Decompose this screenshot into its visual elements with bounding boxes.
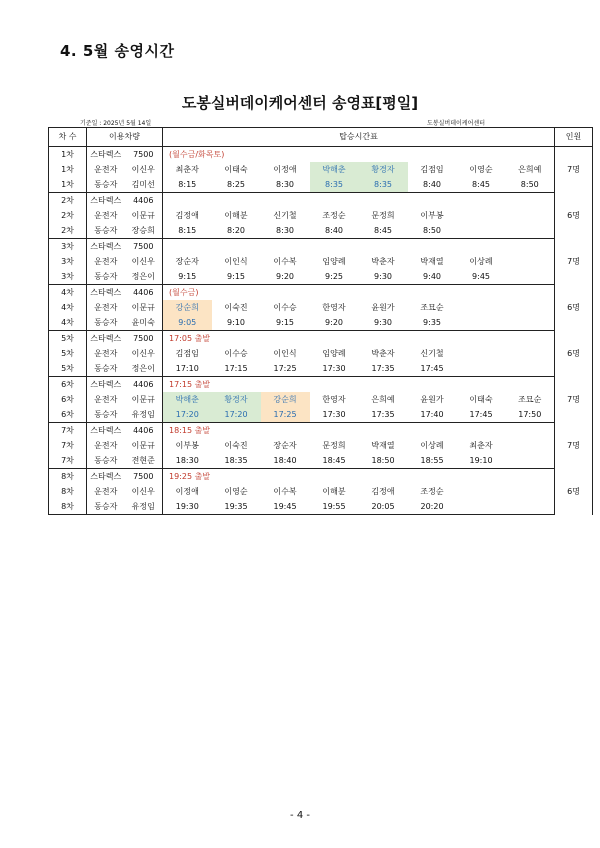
- group-row-rider: [49, 407, 593, 423]
- pickup-time: 18:30: [163, 453, 212, 469]
- group-note: (월수금/화목토): [169, 150, 225, 159]
- pickup-time: 9:35: [408, 315, 457, 331]
- group-note: 17:15 출발: [169, 380, 211, 389]
- group-row-vehicle: [49, 377, 593, 393]
- car-number: 7차: [49, 453, 87, 469]
- driver-name: 이문규: [125, 208, 163, 223]
- passenger-name: 이태숙: [469, 395, 493, 404]
- car-number: 5차: [49, 361, 87, 377]
- passenger-name: [506, 484, 555, 499]
- car-number: 8차: [49, 469, 87, 485]
- vehicle-model: 스타렉스: [90, 150, 122, 159]
- passenger-name: 이수복: [273, 487, 297, 496]
- passenger-name: 조정순: [420, 487, 444, 496]
- car-number: 7차: [49, 423, 87, 439]
- pickup-time: 9:30: [359, 315, 408, 331]
- rider-label: 동승자: [87, 315, 125, 331]
- group-row-vehicle: [49, 423, 593, 439]
- passenger-name: 한영자: [322, 395, 346, 404]
- pickup-time: 19:10: [457, 453, 506, 469]
- passenger-name: 황경자: [212, 392, 261, 407]
- passenger-name: 강순희: [261, 392, 310, 407]
- group-note: 18:15 출발: [169, 426, 211, 435]
- rider-name: 정은이: [125, 361, 163, 377]
- rider-label: 동승자: [87, 361, 125, 377]
- car-number: 3차: [49, 254, 87, 269]
- passenger-name: 이숙진: [224, 303, 248, 312]
- pickup-time: 17:15: [212, 361, 261, 377]
- passenger-name: 강순희: [163, 300, 212, 315]
- group-row-driver: [49, 484, 593, 499]
- pickup-time: 19:35: [212, 499, 261, 515]
- group-note: [163, 239, 555, 255]
- driver-name: 이신우: [125, 254, 163, 269]
- vehicle-model: 스타렉스: [90, 334, 122, 343]
- group-note: 19:25 출발: [169, 472, 211, 481]
- header-count: 인원: [555, 128, 593, 147]
- pickup-time: 20:05: [359, 499, 408, 515]
- pickup-time: 9:40: [408, 269, 457, 285]
- passenger-name: [457, 346, 506, 361]
- car-number: 5차: [49, 331, 87, 347]
- pickup-time: 17:30: [310, 407, 359, 423]
- rider-label: 동승자: [87, 499, 125, 515]
- car-number: 7차: [49, 438, 87, 453]
- pickup-time: 19:45: [261, 499, 310, 515]
- rider-label: 동승자: [87, 223, 125, 239]
- passenger-name: 신기철: [273, 211, 297, 220]
- driver-label: 운전자: [94, 257, 118, 266]
- car-number: 2차: [49, 223, 87, 239]
- group-row-rider: [49, 499, 593, 515]
- passenger-count: 7명: [567, 441, 580, 450]
- vehicle-model: 스타렉스: [90, 380, 122, 389]
- group-row-driver: [49, 438, 593, 453]
- pickup-time: 17:30: [310, 361, 359, 377]
- pickup-time: 17:35: [359, 361, 408, 377]
- passenger-name: 박춘자: [371, 349, 395, 358]
- group-row-driver: [49, 300, 593, 315]
- passenger-name: 조묘순: [420, 303, 444, 312]
- passenger-count: 7명: [567, 165, 580, 175]
- car-number: 1차: [49, 177, 87, 193]
- group-row-vehicle: [49, 469, 593, 485]
- passenger-name: 이상례: [469, 257, 493, 266]
- pickup-time: 17:25: [261, 361, 310, 377]
- group-row-vehicle: [49, 239, 593, 255]
- driver-name: 이문규: [125, 392, 163, 407]
- pickup-time: 8:30: [261, 177, 310, 193]
- passenger-name: 박해춘: [310, 162, 359, 177]
- car-number: 6차: [49, 377, 87, 393]
- rider-label: 동승자: [87, 407, 125, 423]
- passenger-name: 황경자: [359, 162, 408, 177]
- vehicle-number: 4406: [125, 285, 163, 301]
- passenger-name: 김정애: [371, 487, 395, 496]
- passenger-name: 이수승: [224, 349, 248, 358]
- pickup-time: 8:25: [212, 177, 261, 193]
- passenger-name: 임양례: [322, 257, 346, 266]
- passenger-name: 이상례: [420, 441, 444, 450]
- passenger-name: 김점임: [175, 349, 199, 358]
- rider-label: 동승자: [87, 269, 125, 285]
- passenger-name: [457, 208, 506, 223]
- rider-name: 전현준: [125, 453, 163, 469]
- passenger-name: [506, 208, 555, 223]
- pickup-time: 9:15: [163, 269, 212, 285]
- driver-label: 운전자: [94, 211, 118, 220]
- passenger-name: 문정희: [371, 211, 395, 220]
- group-row-driver: [49, 208, 593, 223]
- vehicle-number: 4406: [125, 193, 163, 209]
- pickup-time: [506, 315, 555, 331]
- passenger-name: [506, 346, 555, 361]
- passenger-name: 이영순: [224, 487, 248, 496]
- count-cell: [555, 377, 593, 423]
- car-number: 6차: [49, 392, 87, 407]
- count-cell: [555, 469, 593, 515]
- car-number: 8차: [49, 499, 87, 515]
- pickup-time: 8:50: [408, 223, 457, 239]
- count-cell: [555, 423, 593, 469]
- rider-name: 윤미숙: [125, 315, 163, 331]
- car-number: 4차: [49, 285, 87, 301]
- pickup-time: 17:20: [163, 407, 212, 423]
- rider-label: 동승자: [87, 177, 125, 193]
- passenger-name: 이정애: [175, 487, 199, 496]
- driver-name: 이문규: [125, 438, 163, 453]
- pickup-time: [506, 223, 555, 239]
- count-cell: [555, 331, 593, 377]
- group-row-rider: [49, 361, 593, 377]
- car-number: 6차: [49, 407, 87, 423]
- car-number: 4차: [49, 300, 87, 315]
- driver-label: 운전자: [94, 441, 118, 450]
- group-row-vehicle: [49, 285, 593, 301]
- group-row-driver: [49, 346, 593, 361]
- vehicle-model: 스타렉스: [90, 288, 122, 297]
- driver-name: 이신우: [125, 346, 163, 361]
- pickup-time: 20:20: [408, 499, 457, 515]
- pickup-time: [506, 453, 555, 469]
- pickup-time: 19:55: [310, 499, 359, 515]
- passenger-name: 장순자: [273, 441, 297, 450]
- driver-name: 이문규: [125, 300, 163, 315]
- passenger-name: 이태숙: [224, 165, 248, 174]
- passenger-name: 이정애: [273, 165, 297, 174]
- vehicle-model: 스타렉스: [90, 426, 122, 435]
- pickup-time: 8:20: [212, 223, 261, 239]
- passenger-name: 이부봉: [175, 441, 199, 450]
- passenger-name: 이영순: [469, 165, 493, 174]
- header-timetable: 탑승시간표: [163, 128, 555, 147]
- passenger-name: 이수복: [273, 257, 297, 266]
- driver-label: 운전자: [94, 487, 118, 496]
- pickup-time: [457, 315, 506, 331]
- passenger-name: 조묘순: [518, 395, 542, 404]
- pickup-time: 8:45: [359, 223, 408, 239]
- pickup-time: 9:20: [261, 269, 310, 285]
- pickup-time: 9:15: [261, 315, 310, 331]
- passenger-count: 6명: [567, 349, 580, 358]
- count-cell: [555, 285, 593, 331]
- passenger-name: [457, 484, 506, 499]
- pickup-time: 18:45: [310, 453, 359, 469]
- pickup-time: [506, 499, 555, 515]
- passenger-name: 김정애: [175, 211, 199, 220]
- page-number: - 4 -: [290, 810, 310, 821]
- schedule-table: [48, 127, 593, 515]
- pickup-time: 17:50: [506, 407, 555, 423]
- pickup-time: [506, 361, 555, 377]
- rider-name: 유정임: [125, 407, 163, 423]
- pickup-time: 17:45: [408, 361, 457, 377]
- passenger-name: 이부봉: [420, 211, 444, 220]
- count-cell: [555, 147, 593, 193]
- group-row-vehicle: [49, 193, 593, 209]
- group-row-rider: [49, 269, 593, 285]
- passenger-name: 이인식: [273, 349, 297, 358]
- group-row-vehicle: [49, 331, 593, 347]
- vehicle-number: 4406: [125, 377, 163, 393]
- group-row-driver: [49, 254, 593, 269]
- count-cell: [555, 239, 593, 285]
- group-note: [163, 193, 555, 209]
- passenger-name: 윤원가: [420, 395, 444, 404]
- car-number: 3차: [49, 239, 87, 255]
- passenger-name: [506, 438, 555, 453]
- passenger-name: 박재열: [420, 257, 444, 266]
- pickup-time: 8:50: [506, 177, 555, 193]
- pickup-time: 17:10: [163, 361, 212, 377]
- group-row-rider: [49, 315, 593, 331]
- pickup-time: 8:30: [261, 223, 310, 239]
- rider-name: 김미선: [125, 177, 163, 193]
- group-note: (월수금): [169, 288, 199, 297]
- passenger-name: 신기철: [420, 349, 444, 358]
- pickup-time: 9:10: [212, 315, 261, 331]
- pickup-time: 9:45: [457, 269, 506, 285]
- base-date: 기준일 : 2025년 5월 14일: [80, 120, 152, 127]
- rider-name: 유정임: [125, 499, 163, 515]
- pickup-time: 18:35: [212, 453, 261, 469]
- count-cell: [555, 193, 593, 239]
- driver-label: 운전자: [94, 395, 118, 404]
- passenger-name: 은희예: [518, 165, 542, 174]
- vehicle-number: 7500: [125, 239, 163, 255]
- pickup-time: 8:35: [310, 177, 359, 193]
- group-row-rider: [49, 223, 593, 239]
- pickup-time: 8:15: [163, 177, 212, 193]
- pickup-time: 8:35: [359, 177, 408, 193]
- passenger-name: 윤원가: [371, 303, 395, 312]
- pickup-time: 8:45: [457, 177, 506, 193]
- passenger-name: [457, 300, 506, 315]
- pickup-time: 8:15: [163, 223, 212, 239]
- passenger-name: 이해분: [224, 211, 248, 220]
- passenger-name: 이해분: [322, 487, 346, 496]
- pickup-time: 9:30: [359, 269, 408, 285]
- car-number: 2차: [49, 193, 87, 209]
- vehicle-number: 7500: [125, 331, 163, 347]
- passenger-count: 6명: [567, 211, 580, 220]
- pickup-time: 19:30: [163, 499, 212, 515]
- passenger-name: 문정희: [322, 441, 346, 450]
- passenger-count: 6명: [567, 487, 580, 496]
- pickup-time: 9:25: [310, 269, 359, 285]
- driver-label: 운전자: [94, 303, 118, 312]
- passenger-name: 최춘자: [175, 165, 199, 174]
- vehicle-number: 4406: [125, 423, 163, 439]
- document-title: 도봉실버데이케어센터 송영표[평일]: [181, 94, 419, 112]
- center-name: 도봉실버데이케어센터: [427, 120, 485, 127]
- passenger-name: [506, 254, 555, 269]
- car-number: 3차: [49, 269, 87, 285]
- pickup-time: 18:40: [261, 453, 310, 469]
- header-car: 차 수: [49, 128, 87, 147]
- driver-name: 이신우: [125, 162, 163, 177]
- passenger-name: [506, 300, 555, 315]
- passenger-count: 7명: [567, 257, 580, 266]
- group-row-rider: [49, 177, 593, 193]
- pickup-time: [457, 361, 506, 377]
- driver-label: 운전자: [94, 349, 118, 358]
- section-heading: 4. 5월 송영시간: [60, 42, 175, 60]
- passenger-name: 임양례: [322, 349, 346, 358]
- car-number: 4차: [49, 315, 87, 331]
- driver-label: 운전자: [94, 165, 118, 174]
- passenger-count: 6명: [567, 303, 580, 312]
- group-row-vehicle: [49, 147, 593, 163]
- group-row-rider: [49, 453, 593, 469]
- passenger-name: 장순자: [175, 257, 199, 266]
- passenger-name: 은희예: [371, 395, 395, 404]
- passenger-name: 박해춘: [163, 392, 212, 407]
- pickup-time: [457, 223, 506, 239]
- vehicle-model: 스타렉스: [90, 196, 122, 205]
- vehicle-model: 스타렉스: [90, 242, 122, 251]
- header-vehicle: 이용차량: [87, 128, 163, 147]
- pickup-time: 17:25: [261, 407, 310, 423]
- group-note: 17:05 출발: [169, 334, 211, 343]
- rider-name: 정은이: [125, 269, 163, 285]
- passenger-name: 김점임: [420, 165, 444, 174]
- passenger-count: 7명: [567, 395, 580, 404]
- driver-name: 이신우: [125, 484, 163, 499]
- pickup-time: 17:20: [212, 407, 261, 423]
- car-number: 5차: [49, 346, 87, 361]
- pickup-time: [506, 269, 555, 285]
- group-row-driver: [49, 162, 593, 177]
- vehicle-model: 스타렉스: [90, 472, 122, 481]
- group-row-driver: [49, 392, 593, 407]
- passenger-name: 이인식: [224, 257, 248, 266]
- car-number: 1차: [49, 147, 87, 163]
- pickup-time: [457, 499, 506, 515]
- car-number: 2차: [49, 208, 87, 223]
- vehicle-number: 7500: [125, 147, 163, 163]
- rider-name: 장승희: [125, 223, 163, 239]
- pickup-time: 17:40: [408, 407, 457, 423]
- car-number: 8차: [49, 484, 87, 499]
- pickup-time: 9:15: [212, 269, 261, 285]
- passenger-name: 박재열: [371, 441, 395, 450]
- pickup-time: 17:45: [457, 407, 506, 423]
- car-number: 1차: [49, 162, 87, 177]
- rider-label: 동승자: [87, 453, 125, 469]
- pickup-time: 18:50: [359, 453, 408, 469]
- pickup-time: 17:35: [359, 407, 408, 423]
- vehicle-number: 7500: [125, 469, 163, 485]
- passenger-name: 최춘자: [469, 441, 493, 450]
- pickup-time: 8:40: [310, 223, 359, 239]
- pickup-time: 9:05: [163, 315, 212, 331]
- pickup-time: 18:55: [408, 453, 457, 469]
- table-header-row: [49, 128, 593, 147]
- passenger-name: 조정순: [322, 211, 346, 220]
- passenger-name: 이수승: [273, 303, 297, 312]
- pickup-time: 9:20: [310, 315, 359, 331]
- passenger-name: 박춘자: [371, 257, 395, 266]
- passenger-name: 이숙진: [224, 441, 248, 450]
- passenger-name: 한영자: [322, 303, 346, 312]
- pickup-time: 8:40: [408, 177, 457, 193]
